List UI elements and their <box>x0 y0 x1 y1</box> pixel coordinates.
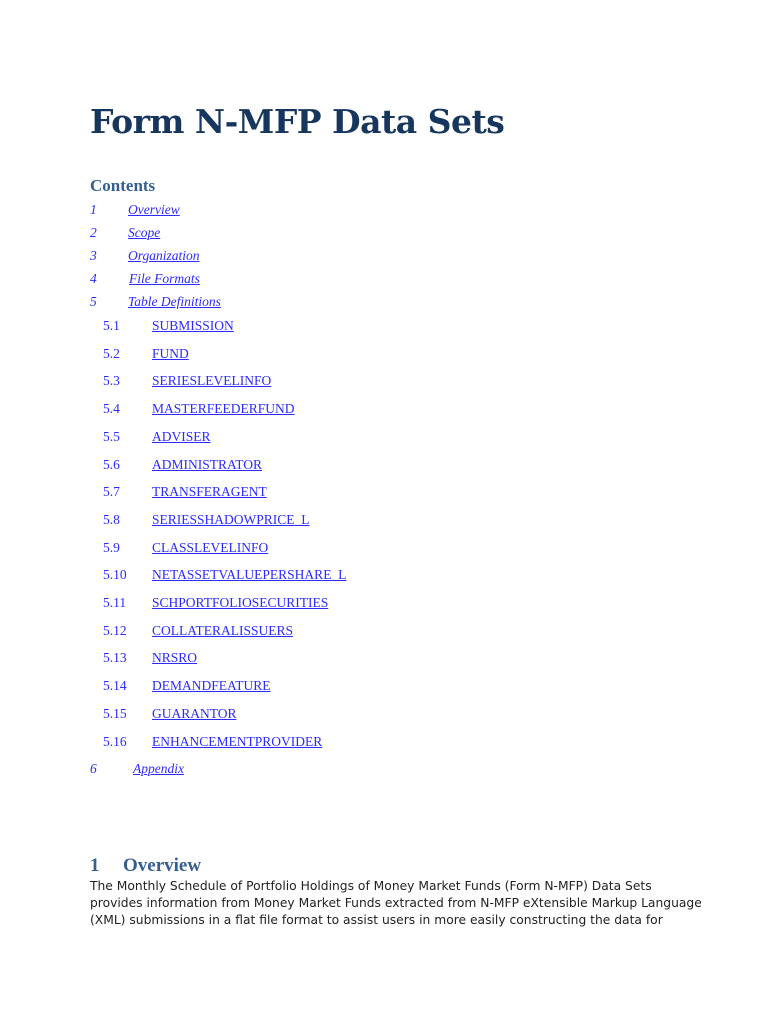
toc-link-demandfeature[interactable] <box>103 678 271 694</box>
toc-link-collateralissuers[interactable] <box>103 623 293 639</box>
toc-link-organization[interactable] <box>90 248 200 264</box>
toc-number: 1 <box>90 202 97 217</box>
toc-number: 6 <box>90 761 97 776</box>
toc-number: 5.6 <box>103 456 120 472</box>
toc-number: 5.15 <box>103 705 127 721</box>
toc-label: ENHANCEMENTPROVIDER <box>152 733 323 749</box>
toc-link-masterfeederfund[interactable] <box>103 401 295 417</box>
toc-link-nrsro[interactable] <box>103 650 197 666</box>
paragraph-line: (XML) submissions in a flat file format to assist users in more easily constructing the data for <box>90 913 663 927</box>
toc-label: FUND <box>152 345 189 361</box>
toc-link-adviser[interactable] <box>103 429 211 445</box>
toc-number: 5.9 <box>103 539 120 555</box>
toc-link-overview[interactable] <box>90 202 180 218</box>
toc-label: SUBMISSION <box>152 318 234 333</box>
toc-number: 4 <box>90 271 97 286</box>
toc-link-scope[interactable] <box>90 225 160 241</box>
toc-link-table-definitions[interactable] <box>90 294 221 310</box>
toc-number: 5.3 <box>103 373 120 389</box>
toc-link-transferagent[interactable] <box>103 484 267 500</box>
toc-label: DEMANDFEATURE <box>152 678 271 694</box>
toc-link-classlevelinfo[interactable] <box>103 540 268 556</box>
paragraph-line: provides information from Money Market Funds extracted from N-MFP eXtensible Markup Language <box>90 896 702 910</box>
toc-number: 5 <box>90 294 97 309</box>
toc-link-schportfoliosecurities[interactable] <box>103 595 328 611</box>
toc-number: 5.4 <box>103 401 120 417</box>
toc-label: File Formats <box>129 271 200 286</box>
toc-label: MASTERFEEDERFUND <box>152 401 295 417</box>
toc-label: GUARANTOR <box>152 705 237 721</box>
toc-label: Organization <box>128 248 200 263</box>
paragraph-line: The Monthly Schedule of Portfolio Holdings of Money Market Funds (Form N-MFP) Data Sets <box>90 879 652 893</box>
contents-heading: Contents <box>90 176 156 195</box>
toc-label: ADVISER <box>152 428 211 444</box>
toc-label: SERIESLEVELINFO <box>152 373 272 389</box>
toc-number: 5.5 <box>103 428 120 444</box>
toc-number: 5.8 <box>103 511 120 527</box>
toc-label: Appendix <box>133 761 184 776</box>
toc-number: 5.10 <box>103 567 127 583</box>
toc-number: 2 <box>90 225 97 240</box>
toc-number: 5.14 <box>103 678 127 694</box>
toc-label: SCHPORTFOLIOSECURITIES <box>152 595 329 610</box>
toc-label: ADMINISTRATOR <box>152 456 263 472</box>
section-title: Overview <box>123 855 202 876</box>
toc-number: 5.13 <box>103 650 127 666</box>
toc-number: 5.16 <box>103 733 127 749</box>
section-heading-overview <box>90 855 201 877</box>
toc-label: Scope <box>128 225 161 240</box>
toc-link-submission[interactable] <box>103 318 234 334</box>
toc-label: Overview <box>128 202 180 217</box>
toc-link-administrator[interactable] <box>103 457 262 473</box>
toc-label: COLLATERALISSUERS <box>152 622 294 638</box>
toc-label: CLASSLEVELINFO <box>152 539 269 555</box>
toc-number: 5.2 <box>103 345 120 361</box>
toc-label: NRSRO <box>152 650 198 666</box>
toc-label: TRANSFERAGENT <box>152 484 267 500</box>
overview-paragraph <box>90 878 702 929</box>
toc-number: 5.7 <box>103 484 120 500</box>
page-title: Form N-MFP Data Sets <box>90 102 505 141</box>
toc-number: 5.1 <box>103 318 120 333</box>
toc-link-netassetvaluepershare-l[interactable] <box>103 567 346 583</box>
toc-link-enhancementprovider[interactable] <box>103 734 322 750</box>
toc-label: SERIESSHADOWPRICE_L <box>152 511 310 527</box>
toc-link-appendix[interactable] <box>90 761 184 777</box>
toc-number: 5.12 <box>103 622 127 638</box>
toc-link-serieslevelinfo[interactable] <box>103 373 271 389</box>
toc-link-file-formats[interactable] <box>90 271 200 287</box>
toc-number: 3 <box>90 248 97 263</box>
toc-label: NETASSETVALUEPERSHARE_L <box>152 567 347 583</box>
toc-number: 5.11 <box>103 595 127 610</box>
toc-label: Table Definitions <box>128 294 221 309</box>
toc-link-fund[interactable] <box>103 346 189 362</box>
toc-link-guarantor[interactable] <box>103 706 237 722</box>
section-number: 1 <box>90 855 100 876</box>
toc-link-seriesshadowprice-l[interactable] <box>103 512 310 528</box>
